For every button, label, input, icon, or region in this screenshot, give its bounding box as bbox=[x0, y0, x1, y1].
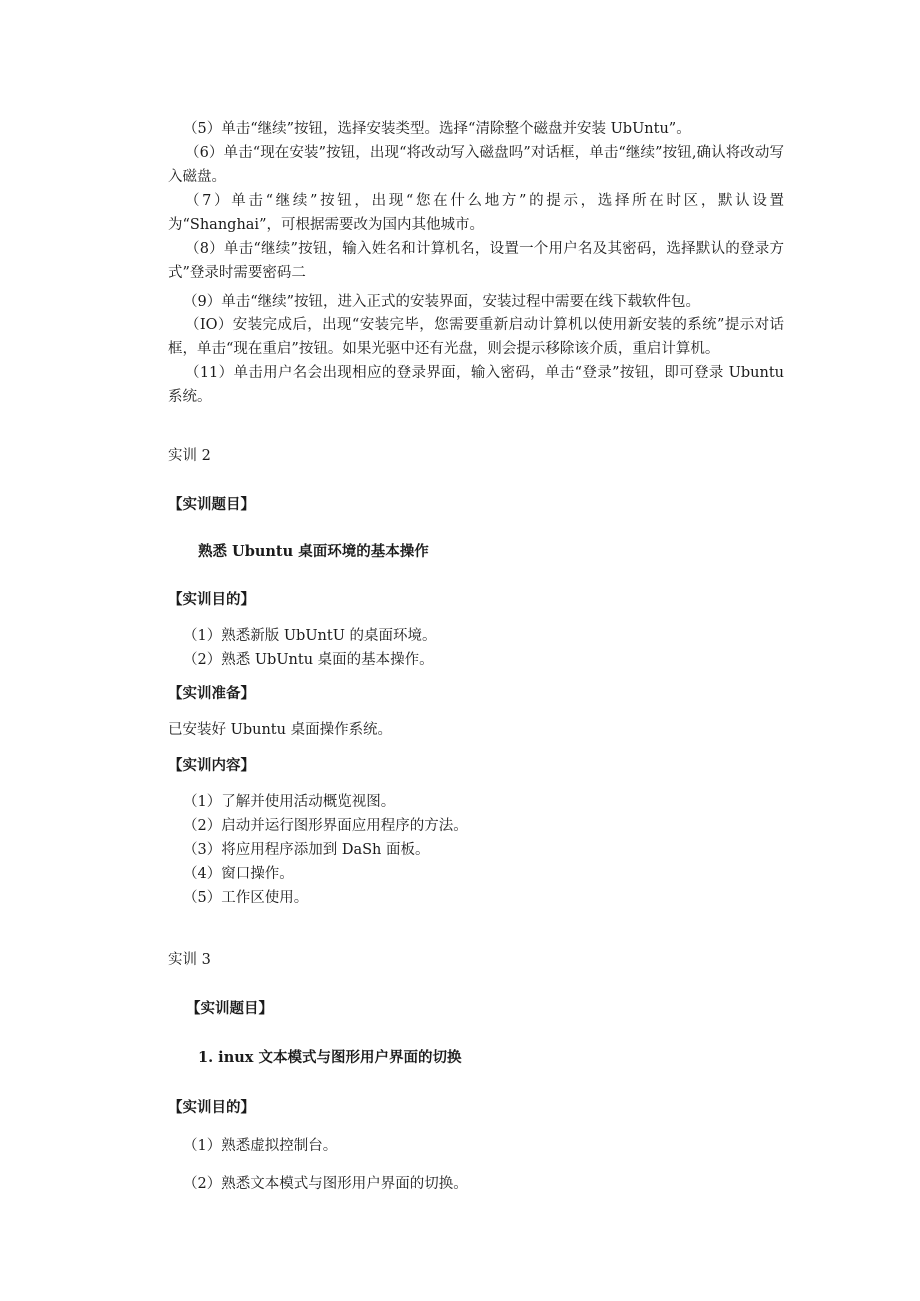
step-7: （7）单击“继续”按钮，出现“您在什么地方”的提示，选择所在时区，默认设置为“Shanghai”，可根据需要改为国内其他城市。 bbox=[168, 193, 784, 233]
lab2-content-label: 【实训内容】 bbox=[168, 757, 255, 774]
lab2-content-5: （5）工作区使用。 bbox=[183, 890, 309, 906]
lab2-goal-2: （2）熟悉 UbUntu 桌面的基本操作。 bbox=[183, 652, 434, 668]
lab3-topic-label: 【实训题目】 bbox=[186, 1000, 273, 1017]
lab2-content-4: （4）窗口操作。 bbox=[183, 866, 294, 882]
lab3-goal-label: 【实训目的】 bbox=[168, 1099, 255, 1116]
lab2-goal-1: （1）熟悉新版 UbUntU 的桌面环境。 bbox=[183, 628, 437, 644]
lab2-heading: 实训 2 bbox=[168, 448, 211, 464]
lab2-prep-label: 【实训准备】 bbox=[168, 685, 255, 702]
step-8: （8）单击“继续”按钮，输入姓名和计算机名，设置一个用户名及其密码，选择默认的登录方式”登录时需要密码二 bbox=[168, 241, 784, 281]
lab3-heading: 实训 3 bbox=[168, 952, 211, 968]
step-6: （6）单击“现在安装”按钮，出现“将改动写入磁盘吗”对话框，单击“继续”按钮,确认将改动写入磁盘。 bbox=[168, 145, 784, 185]
lab2-topic: 熟悉 Ubuntu 桌面环境的基本操作 bbox=[198, 543, 429, 560]
lab3-goal-2: （2）熟悉文本模式与图形用户界面的切换。 bbox=[183, 1176, 468, 1192]
step-11: （11）单击用户名会出现相应的登录界面，输入密码，单击“登录”按钮，即可登录 Ubuntu 系统。 bbox=[168, 365, 784, 405]
lab2-content-1: （1）了解并使用活动概览视图。 bbox=[183, 794, 396, 810]
lab2-goal-label: 【实训目的】 bbox=[168, 591, 255, 608]
lab2-content-3: （3）将应用程序添加到 DaSh 面板。 bbox=[183, 842, 430, 858]
lab3-goal-1: （1）熟悉虚拟控制台。 bbox=[183, 1138, 338, 1154]
step-10: （IO）安装完成后，出现“安装完毕，您需要重新启动计算机以使用新安装的系统”提示对话框，单击“现在重启”按钮。如果光驱中还有光盘，则会提示移除该介质，重启计算机。 bbox=[168, 317, 784, 357]
step-5: （5）单击“继续”按钮，选择安装类型。选择“清除整个磁盘并安装 UbUntu”。 bbox=[183, 121, 691, 137]
lab3-topic: 1. inux 文本模式与图形用户界面的切换 bbox=[198, 1049, 462, 1066]
lab2-topic-label: 【实训题目】 bbox=[168, 496, 255, 513]
lab2-prep: 已安装好 Ubuntu 桌面操作系统。 bbox=[168, 722, 393, 738]
step-9: （9）单击“继续”按钮，进入正式的安装界面，安装过程中需要在线下载软件包。 bbox=[183, 294, 701, 310]
lab2-content-2: （2）启动并运行图形界面应用程序的方法。 bbox=[183, 818, 468, 834]
